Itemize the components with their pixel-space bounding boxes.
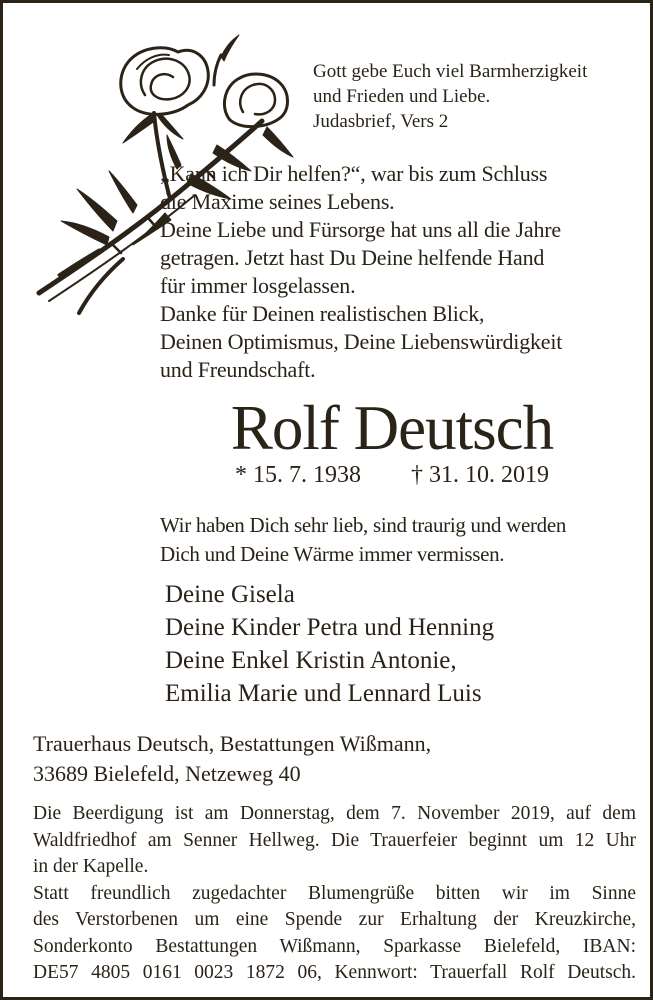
farewell-text [160, 511, 566, 569]
donation-request-line: Statt freundlich zugedachter Blumengrüße bitten wir im Sinne [33, 882, 636, 904]
mourner-line: Deine Gisela [165, 581, 295, 608]
funeral-details-line: in der Kapelle. [33, 856, 149, 877]
bible-verse [313, 59, 587, 134]
eulogy-line: Deine Liebe und Fürsorge hat uns all die Jahre [160, 217, 561, 242]
verse-source: Judasbrief, Vers 2 [313, 111, 449, 132]
life-dates [128, 461, 653, 489]
funeral-details-line: Waldfriedhof am Senner Hellweg. Die Trauerfeier beginnt um 12 Uhr [33, 829, 636, 851]
mourner-line: Deine Kinder Petra und Henning [165, 614, 495, 641]
verse-line: Gott gebe Euch viel Barmherzigkeit [313, 61, 588, 82]
birth-date: * 15. 7. 1938 [235, 462, 361, 488]
death-date: † 31. 10. 2019 [411, 462, 549, 488]
donation-request-line: DE57 4805 0161 0023 1872 06, Kennwort: Trauerfall Rolf Deutsch. [33, 962, 636, 983]
donation-request-line: des Verstorbenen um eine Spende zur Erhaltung der Kreuzkirche, [33, 909, 636, 930]
mourner-line: Deine Enkel Kristin Antonie, [165, 647, 457, 674]
eulogy-line: und Freundschaft. [160, 357, 316, 382]
funeral-information [33, 801, 636, 987]
funeral-home-line: Trauerhaus Deutsch, Bestattungen Wißmann, [33, 731, 432, 756]
eulogy-line: die Maxime seines Lebens. [160, 189, 395, 214]
eulogy-line: Danke für Deinen realistischen Blick, [160, 301, 485, 326]
farewell-line: Dich und Deine Wärme immer vermissen. [160, 542, 505, 566]
funeral-home-address [33, 729, 431, 789]
eulogy-line: „Kann ich Dir helfen?“, war bis zum Schluss [160, 161, 548, 186]
funeral-home-line: 33689 Bielefeld, Netzeweg 40 [33, 761, 301, 786]
farewell-line: Wir haben Dich sehr lieb, sind traurig und werden [160, 513, 567, 537]
mourner-line: Emilia Marie und Lennard Luis [165, 680, 482, 707]
eulogy-line: für immer losgelassen. [160, 273, 356, 298]
funeral-details-line: Die Beerdigung ist am Donnerstag, dem 7. November 2019, auf dem [33, 803, 636, 824]
eulogy-line: getragen. Jetzt hast Du Deine helfende Hand [160, 245, 545, 270]
verse-line: und Frieden und Liebe. [313, 86, 491, 107]
mourners-list [165, 578, 494, 710]
deceased-name: Rolf Deutsch [230, 393, 554, 463]
eulogy-text [160, 160, 562, 384]
donation-request-line: Sonderkonto Bestattungen Wißmann, Sparkasse Bielefeld, IBAN: [33, 935, 636, 957]
eulogy-line: Deinen Optimismus, Deine Liebenswürdigkeit [160, 329, 563, 354]
